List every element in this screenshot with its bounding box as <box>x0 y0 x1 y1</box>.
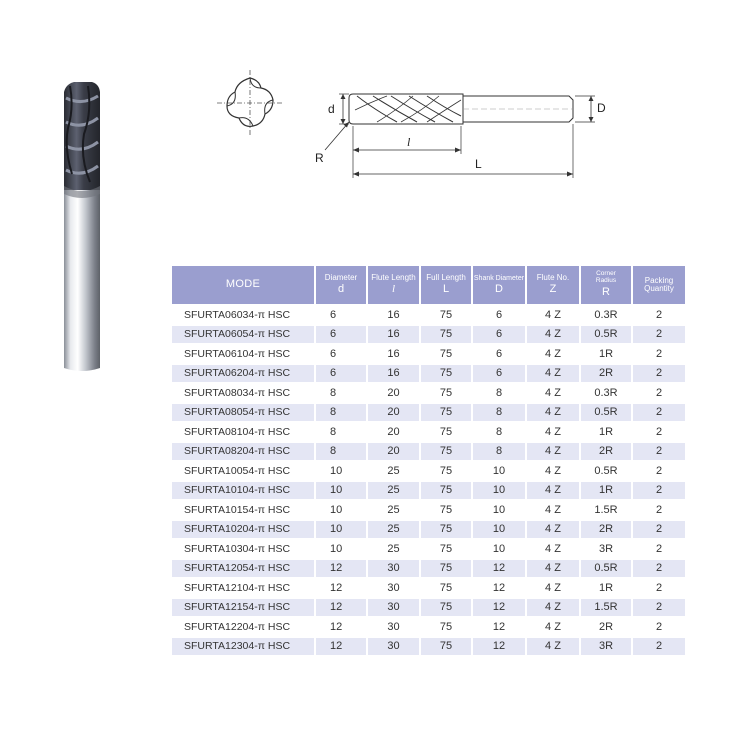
header-packing-label-2: Quantity <box>644 284 674 293</box>
cell-packing-quantity: 2 <box>633 599 685 617</box>
header-packing-quantity <box>633 266 685 304</box>
table-row <box>172 618 685 636</box>
cell-flute-no: 4 Z <box>527 521 579 539</box>
end-mill-dimension-drawing <box>305 80 615 188</box>
dim-label-R: R <box>315 151 324 165</box>
cell-flute-no: 4 Z <box>527 365 579 383</box>
table-row <box>172 365 685 383</box>
cell-packing-quantity: 2 <box>633 443 685 461</box>
table-header-row <box>172 266 685 304</box>
cell-packing-quantity: 2 <box>655 503 663 516</box>
cell-corner-radius: 3R <box>598 542 614 555</box>
cell-full-length: 75 <box>421 638 471 656</box>
cell-flute-length: 20 <box>368 443 419 461</box>
cell-diameter: 12 <box>316 638 366 656</box>
cell-flute-no: 4 Z <box>545 347 561 360</box>
cell-shank-diameter: 8 <box>473 404 525 422</box>
header-full-length-label: Full Length <box>426 273 466 283</box>
header-corner-radius-symbol: R <box>602 286 610 299</box>
table-row <box>172 423 685 441</box>
header-flute-no-symbol: Z <box>549 283 557 296</box>
cell-shank-diameter: 10 <box>492 542 506 555</box>
cell-shank-diameter: 6 <box>473 365 525 383</box>
cell-flute-no: 4 Z <box>545 542 561 555</box>
cell-mode: SFURTA06204-π HSC <box>172 365 314 383</box>
cell-mode: SFURTA12204-π HSC <box>184 620 291 633</box>
cell-flute-no: 4 Z <box>545 581 561 594</box>
cell-flute-length: 25 <box>368 521 419 539</box>
cell-mode: SFURTA06104-π HSC <box>184 347 291 360</box>
cell-diameter: 10 <box>330 503 343 516</box>
cell-diameter: 8 <box>316 404 366 422</box>
cell-diameter: 10 <box>316 482 366 500</box>
cell-flute-no: 4 Z <box>527 443 579 461</box>
header-mode-label: MODE <box>225 278 261 291</box>
cell-mode: SFURTA08054-π HSC <box>172 404 314 422</box>
cell-shank-diameter: 12 <box>492 620 506 633</box>
cell-packing-quantity: 2 <box>655 308 663 321</box>
cell-diameter: 12 <box>316 560 366 578</box>
header-shank-diameter <box>473 266 525 304</box>
table-row <box>172 501 685 519</box>
cell-flute-length: 25 <box>368 482 419 500</box>
header-flute-length-label: Flute Length <box>371 273 416 283</box>
four-flute-cross-section-icon <box>215 68 285 138</box>
cell-shank-diameter: 10 <box>473 482 525 500</box>
cell-shank-diameter: 10 <box>492 464 506 477</box>
header-shank-diameter-label: Shank Diameter <box>473 274 525 282</box>
cell-full-length: 75 <box>421 404 471 422</box>
cell-flute-length: 20 <box>387 386 400 399</box>
table-row <box>172 326 685 344</box>
table-row <box>172 462 685 480</box>
cell-full-length: 75 <box>439 581 453 594</box>
cell-packing-quantity: 2 <box>655 542 663 555</box>
cell-diameter: 6 <box>316 326 366 344</box>
cell-corner-radius: 2R <box>581 365 631 383</box>
cell-flute-length: 30 <box>368 560 419 578</box>
cell-full-length: 75 <box>421 560 471 578</box>
cell-full-length: 75 <box>439 386 453 399</box>
cell-flute-no: 4 Z <box>527 638 579 656</box>
cell-mode: SFURTA08204-π HSC <box>172 443 314 461</box>
table-row <box>172 560 685 578</box>
cell-flute-length: 30 <box>387 581 400 594</box>
cell-flute-length: 25 <box>387 503 400 516</box>
cell-packing-quantity: 2 <box>655 581 663 594</box>
table-row <box>172 599 685 617</box>
cell-packing-quantity: 2 <box>633 365 685 383</box>
cell-corner-radius: 1.5R <box>594 503 618 516</box>
cell-diameter: 6 <box>316 365 366 383</box>
cell-corner-radius: 1R <box>581 482 631 500</box>
cell-full-length: 75 <box>421 482 471 500</box>
spec-table <box>170 264 687 657</box>
table-row <box>172 306 685 324</box>
cell-full-length: 75 <box>439 464 453 477</box>
cell-full-length: 75 <box>439 347 453 360</box>
cell-full-length: 75 <box>439 503 453 516</box>
cell-corner-radius: 2R <box>581 443 631 461</box>
cell-diameter: 12 <box>330 620 343 633</box>
cell-full-length: 75 <box>421 443 471 461</box>
dim-label-L: L <box>475 157 482 171</box>
cell-flute-no: 4 Z <box>545 503 561 516</box>
cell-flute-no: 4 Z <box>545 386 561 399</box>
cell-corner-radius: 1R <box>598 347 614 360</box>
cell-mode: SFURTA08104-π HSC <box>184 425 291 438</box>
cell-flute-length: 16 <box>387 308 400 321</box>
cell-flute-length: 30 <box>368 638 419 656</box>
cell-flute-length: 20 <box>368 404 419 422</box>
cell-diameter: 8 <box>330 425 337 438</box>
cell-packing-quantity: 2 <box>633 404 685 422</box>
cell-mode: SFURTA10104-π HSC <box>172 482 314 500</box>
cell-shank-diameter: 10 <box>492 503 506 516</box>
cell-packing-quantity: 2 <box>633 482 685 500</box>
cell-flute-no: 4 Z <box>545 425 561 438</box>
table-row <box>172 384 685 402</box>
cell-packing-quantity: 2 <box>655 347 663 360</box>
cell-shank-diameter: 6 <box>473 326 525 344</box>
cell-mode: SFURTA06034-π HSC <box>184 308 291 321</box>
cell-full-length: 75 <box>421 326 471 344</box>
cell-flute-no: 4 Z <box>545 464 561 477</box>
header-corner-radius <box>581 266 631 304</box>
cell-flute-length: 30 <box>368 599 419 617</box>
header-diameter <box>316 266 366 304</box>
cell-flute-no: 4 Z <box>545 620 561 633</box>
cell-packing-quantity: 2 <box>655 425 663 438</box>
cell-flute-no: 4 Z <box>545 308 561 321</box>
end-mill-photo <box>52 78 112 378</box>
cell-corner-radius: 0.3R <box>594 386 618 399</box>
cell-flute-length: 30 <box>387 620 400 633</box>
cell-flute-no: 4 Z <box>527 599 579 617</box>
table-row <box>172 521 685 539</box>
cell-shank-diameter: 12 <box>492 581 506 594</box>
cell-flute-length: 20 <box>387 425 400 438</box>
cell-mode: SFURTA10154-π HSC <box>184 503 291 516</box>
cell-shank-diameter: 6 <box>495 347 503 360</box>
cell-flute-length: 25 <box>387 464 400 477</box>
cell-corner-radius: 2R <box>581 521 631 539</box>
cell-packing-quantity: 2 <box>633 521 685 539</box>
cell-mode: SFURTA10304-π HSC <box>184 542 291 555</box>
table-row <box>172 345 685 363</box>
cell-shank-diameter: 10 <box>473 521 525 539</box>
dim-label-D: D <box>597 101 606 115</box>
cell-diameter: 10 <box>330 542 343 555</box>
cell-full-length: 75 <box>439 425 453 438</box>
cell-flute-no: 4 Z <box>527 326 579 344</box>
cell-diameter: 6 <box>330 347 337 360</box>
cell-packing-quantity: 2 <box>633 638 685 656</box>
cell-full-length: 75 <box>439 308 453 321</box>
header-full-length-symbol: L <box>442 283 450 296</box>
cell-mode: SFURTA12054-π HSC <box>172 560 314 578</box>
cell-flute-length: 16 <box>368 326 419 344</box>
header-flute-no <box>527 266 579 304</box>
header-flute-no-label: Flute No. <box>536 273 570 283</box>
table-row <box>172 579 685 597</box>
cell-corner-radius: 1R <box>598 581 614 594</box>
dim-label-l: l <box>407 135 411 149</box>
cell-diameter: 12 <box>316 599 366 617</box>
cell-mode: SFURTA12304-π HSC <box>172 638 314 656</box>
cell-corner-radius: 3R <box>581 638 631 656</box>
cell-shank-diameter: 12 <box>473 599 525 617</box>
cell-corner-radius: 0.5R <box>594 464 618 477</box>
cell-flute-length: 25 <box>387 542 400 555</box>
table-row <box>172 482 685 500</box>
header-corner-radius-label-1: Corner <box>596 270 616 278</box>
table-row <box>172 443 685 461</box>
header-full-length <box>421 266 471 304</box>
header-flute-length <box>368 266 419 304</box>
cell-flute-length: 16 <box>368 365 419 383</box>
table-row <box>172 404 685 422</box>
cell-corner-radius: 0.5R <box>581 404 631 422</box>
cell-diameter: 8 <box>330 386 337 399</box>
cell-diameter: 12 <box>330 581 343 594</box>
cell-shank-diameter: 12 <box>473 638 525 656</box>
header-packing-label-1: Packing <box>644 275 674 285</box>
cell-mode: SFURTA08034-π HSC <box>184 386 291 399</box>
header-corner-radius-label-2: Radius <box>595 277 617 285</box>
cell-shank-diameter: 12 <box>473 560 525 578</box>
cell-shank-diameter: 6 <box>495 308 503 321</box>
cell-mode: SFURTA10204-π HSC <box>172 521 314 539</box>
cell-diameter: 10 <box>330 464 343 477</box>
table-row <box>172 540 685 558</box>
cell-corner-radius: 1R <box>598 425 614 438</box>
cell-full-length: 75 <box>439 620 453 633</box>
header-flute-length-symbol: l <box>391 283 396 296</box>
cell-full-length: 75 <box>421 521 471 539</box>
header-diameter-label: Diameter <box>324 273 358 283</box>
cell-mode: SFURTA06054-π HSC <box>172 326 314 344</box>
cell-corner-radius: 0.5R <box>581 560 631 578</box>
cell-diameter: 6 <box>330 308 337 321</box>
cell-flute-no: 4 Z <box>527 560 579 578</box>
header-diameter-symbol: d <box>337 283 345 296</box>
cell-full-length: 75 <box>421 599 471 617</box>
cell-packing-quantity: 2 <box>633 326 685 344</box>
table-row <box>172 638 685 656</box>
cell-full-length: 75 <box>421 365 471 383</box>
cell-mode: SFURTA10054-π HSC <box>184 464 291 477</box>
cell-flute-no: 4 Z <box>527 482 579 500</box>
cell-packing-quantity: 2 <box>655 464 663 477</box>
cell-shank-diameter: 8 <box>473 443 525 461</box>
cell-packing-quantity: 2 <box>655 386 663 399</box>
dim-label-d: d <box>328 102 335 116</box>
cell-corner-radius: 2R <box>598 620 614 633</box>
cell-flute-length: 16 <box>387 347 400 360</box>
cell-mode: SFURTA12104-π HSC <box>184 581 291 594</box>
cell-corner-radius: 0.3R <box>594 308 618 321</box>
cell-corner-radius: 1.5R <box>581 599 631 617</box>
cell-mode: SFURTA12154-π HSC <box>172 599 314 617</box>
cell-diameter: 10 <box>316 521 366 539</box>
cell-shank-diameter: 8 <box>495 386 503 399</box>
cell-corner-radius: 0.5R <box>581 326 631 344</box>
cell-packing-quantity: 2 <box>633 560 685 578</box>
header-shank-diameter-symbol: D <box>495 282 503 295</box>
spec-table-body <box>172 306 685 655</box>
cell-full-length: 75 <box>439 542 453 555</box>
header-mode <box>172 266 314 304</box>
cell-flute-no: 4 Z <box>527 404 579 422</box>
cell-diameter: 8 <box>316 443 366 461</box>
cell-packing-quantity: 2 <box>655 620 663 633</box>
cell-shank-diameter: 8 <box>495 425 503 438</box>
